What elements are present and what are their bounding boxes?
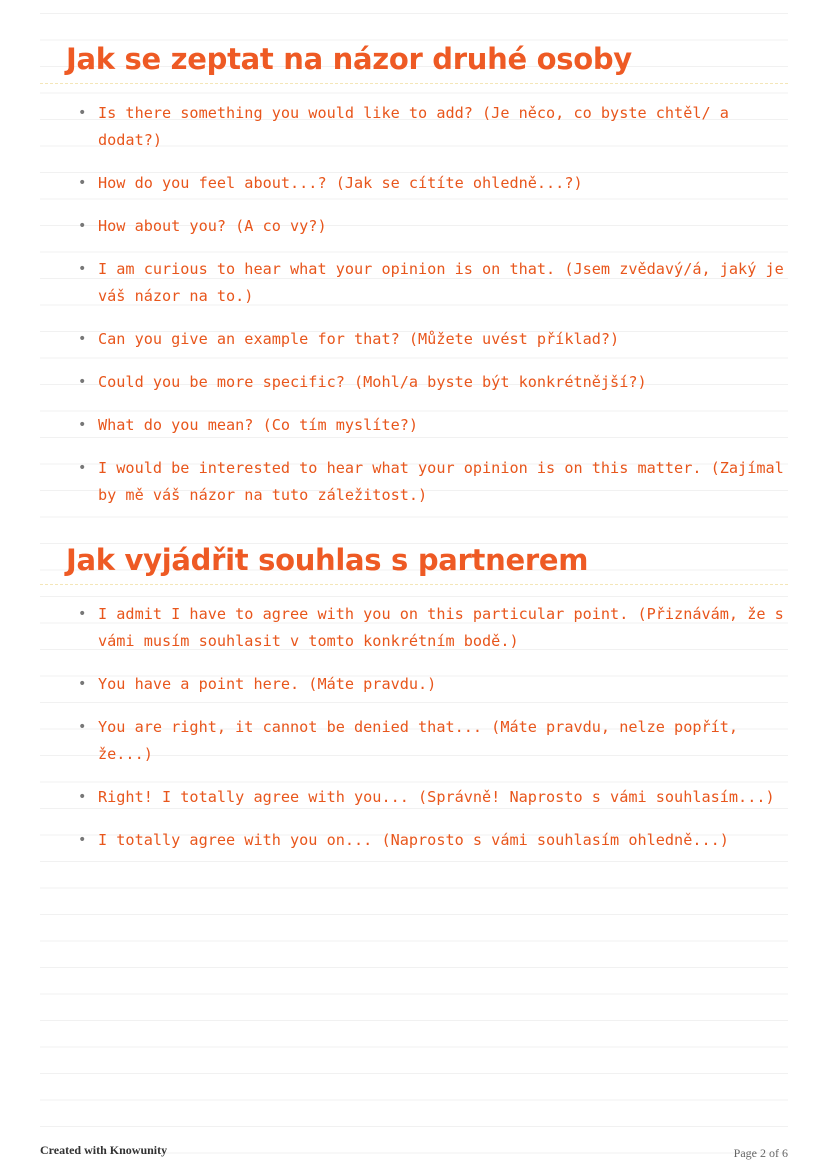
list-item-text: What do you mean? (Co tím myslíte?) xyxy=(98,416,419,434)
list-item-text: Is there something you would like to add? (Je něco, co byste chtěl/ a dodat?) xyxy=(98,104,729,149)
list-item-text: I would be interested to hear what your opinion is on this matter. (Zajímal by mě váš názor na tuto záležitost.) xyxy=(98,459,784,504)
bullet-icon: • xyxy=(78,331,87,347)
bullet-icon: • xyxy=(78,606,87,622)
list-item xyxy=(66,100,788,154)
bullet-icon: • xyxy=(78,719,87,735)
bullet-icon: • xyxy=(78,105,87,121)
section-asking-opinion xyxy=(66,41,788,525)
list-item xyxy=(66,601,788,655)
footer-created-with: Created with Knowunity xyxy=(40,1143,168,1157)
list-item-text: I admit I have to agree with you on this particular point. (Přiznávám, že s vámi musím souhlasit v tomto konkrétním bodě.) xyxy=(98,605,784,650)
list-item xyxy=(66,827,788,854)
list-item xyxy=(66,256,788,310)
phrase-list xyxy=(66,100,788,509)
list-item xyxy=(66,326,788,353)
list-item-text: I am curious to hear what your opinion is on that. (Jsem zvědavý/á, jaký je váš názor na to.) xyxy=(98,260,784,305)
title-divider xyxy=(40,584,788,585)
bullet-icon: • xyxy=(78,417,87,433)
list-item xyxy=(66,369,788,396)
list-item xyxy=(66,671,788,698)
bullet-icon: • xyxy=(78,832,87,848)
bullet-icon: • xyxy=(78,261,87,277)
bullet-icon: • xyxy=(78,374,87,390)
list-item-text: Could you be more specific? (Mohl/a byste být konkrétnější?) xyxy=(98,373,647,391)
phrase-list xyxy=(66,601,788,854)
bullet-icon: • xyxy=(78,789,87,805)
footer-page-number: Page 2 of 6 xyxy=(733,1146,788,1160)
bullet-icon: • xyxy=(78,175,87,191)
list-item-text: Can you give an example for that? (Můžete uvést příklad?) xyxy=(98,330,620,348)
list-item xyxy=(66,170,788,197)
list-item-text: How about you? (A co vy?) xyxy=(98,217,327,235)
list-item-text: You are right, it cannot be denied that... (Máte pravdu, nelze popřít, že...) xyxy=(98,718,739,763)
list-item-text: Right! I totally agree with you... (Správně! Naprosto s vámi souhlasím...) xyxy=(98,788,775,806)
list-item-text: You have a point here. (Máte pravdu.) xyxy=(98,675,437,693)
bullet-icon: • xyxy=(78,460,87,476)
list-item xyxy=(66,213,788,240)
list-item-text: How do you feel about...? (Jak se cítíte ohledně...?) xyxy=(98,174,583,192)
bullet-icon: • xyxy=(78,676,87,692)
list-item-text: I totally agree with you on... (Naprosto s vámi souhlasím ohledně...) xyxy=(98,831,729,849)
section-title: Jak vyjádřit souhlas s partnerem xyxy=(66,543,589,577)
list-item xyxy=(66,784,788,811)
section-title: Jak se zeptat na názor druhé osoby xyxy=(66,42,632,76)
bullet-icon: • xyxy=(78,218,87,234)
title-divider xyxy=(40,83,788,84)
list-item xyxy=(66,455,788,509)
list-item xyxy=(66,714,788,768)
list-item xyxy=(66,412,788,439)
section-expressing-agreement xyxy=(66,542,788,870)
